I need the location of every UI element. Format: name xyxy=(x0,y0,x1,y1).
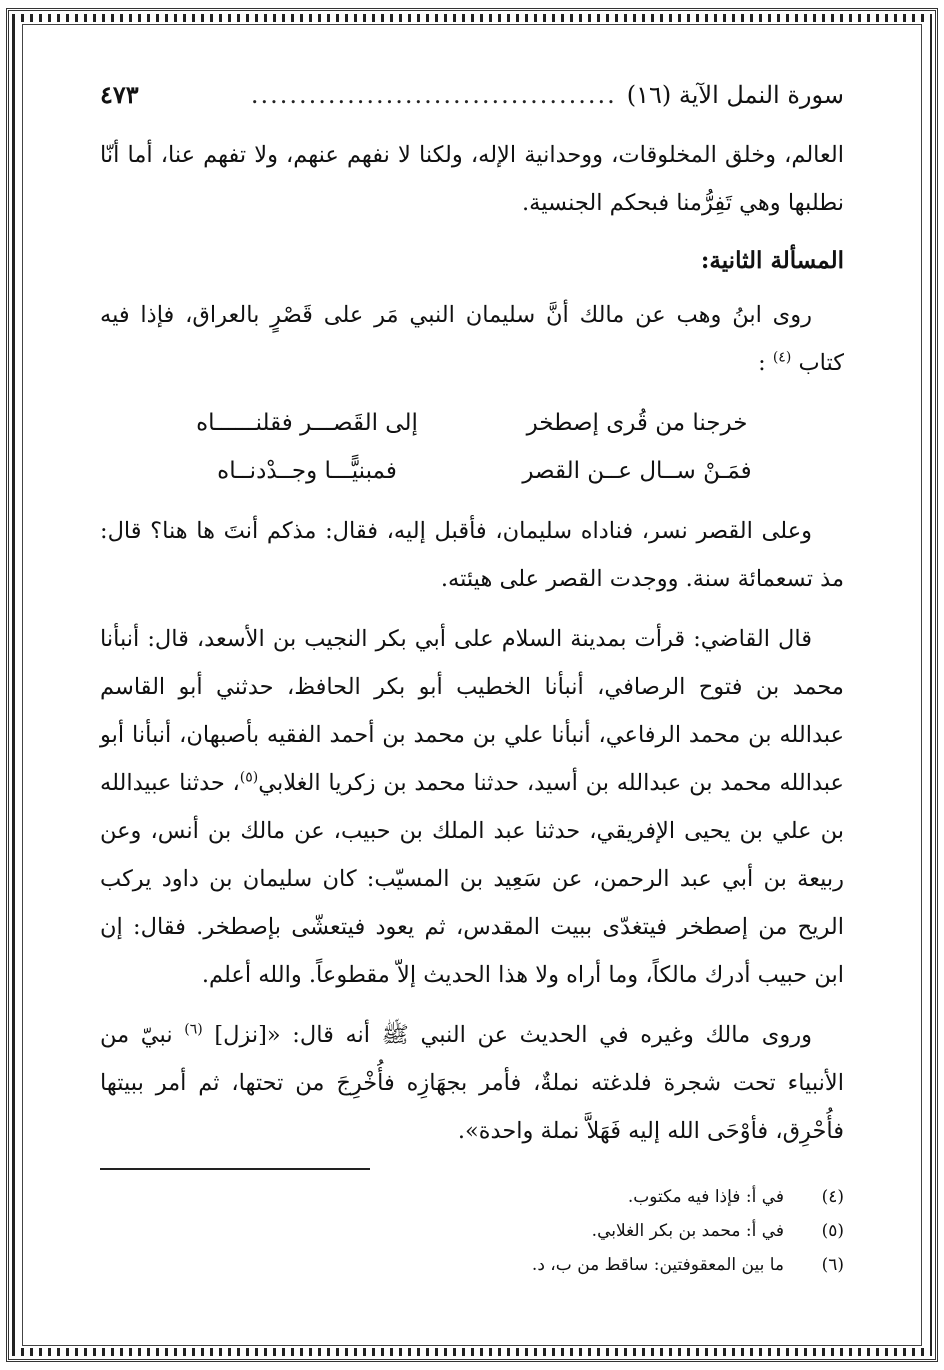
footnotes xyxy=(100,1180,844,1282)
footnote-number: (٤) xyxy=(821,1187,844,1207)
paragraph-5-part-2: نبيّ من الأنبياء تحت شجرة فلدغته نملةٌ، فأمر بجهَازِه فأُخْرِجَ من تحتها، ثم أمر ببيتها فأُحْرِق، فأوْحَى الله إليه فَهَلاَّ نملة واحدة». xyxy=(100,1022,844,1144)
paragraph-4 xyxy=(100,615,844,999)
paragraph-5-part-1: وروى مالك وغيره في الحديث عن النبي ﷺ أنه قال: «[نزل] xyxy=(214,1022,812,1048)
paragraph-4-part-1: قال القاضي: قرأت بمدينة السلام على أبي بكر النجيب بن الأسعد، قال: أنبأنا محمد بن فتوح الرصافي، أنبأنا الخطيب أبو بكر الحافظ، حدثني أبو القاسم عبدالله بن محمد الرفاعي، أنبأنا علي بن محمد بن أحمد الفقيه بأصبهان، أنبأنا أبو عبدالله محمد بن عبدالله بن أسيد، حدثنا محمد بن زكريا الغلابي xyxy=(100,626,844,796)
footnote-separator xyxy=(100,1168,370,1170)
poem-verse-2 xyxy=(100,447,844,495)
footnote-ref-5: (٥) xyxy=(239,769,259,786)
page-content xyxy=(100,80,844,1280)
verse-1-second-hemistich: إلى القَصـــر فقلنــــــاه xyxy=(196,410,418,436)
paragraph-2-text: روى ابنُ وهب عن مالك أنَّ سليمان النبي مَر على قَصْرٍ بالعراق، فإذا فيه كتاب xyxy=(100,302,844,376)
paragraph-5 xyxy=(100,1011,844,1155)
page-number: ٤٧٣ xyxy=(100,80,139,109)
footnote-6 xyxy=(100,1248,844,1282)
footnote-number: (٥) xyxy=(821,1221,844,1241)
poem xyxy=(100,399,844,495)
paragraph-1: العالم، وخلق المخلوقات، ووحدانية الإله، ولكنا لا نفهم عنهم، ولا تفهم عنا، أما أنّا نطلبها وهي تَفِرُّمنا فبحكم الجنسية. xyxy=(100,142,844,216)
running-header xyxy=(100,80,844,109)
verse-2-second-hemistich: فمبنيًّـــا وجــدْدنــاه xyxy=(217,458,397,484)
paragraph-4-part-2: ، حدثنا عبيدالله بن علي بن يحيى الإفريقي، حدثنا عبد الملك بن حبيب، عن مالك بن أنس، وعن ربيعة بن أبي عبد الرحمن، عن سَعِيد بن المسيّب: كان سليمان بن داود يركب الريح من إصطخر فيتغدّى ببيت المقدس، ثم يعود فيتعشّى بإصطخر. فقال: إن ابن حبيب أدرك مالكاً، وما أراه ولا هذا الحديث إلاّ مقطوعاً. والله أعلم. xyxy=(100,770,844,988)
footnote-ref-6: (٦) xyxy=(184,1021,203,1038)
footnote-5 xyxy=(100,1214,844,1248)
paragraph-2 xyxy=(100,291,844,387)
footnote-number: (٦) xyxy=(821,1255,844,1275)
section-heading: المسألة الثانية: xyxy=(700,247,844,274)
paragraph-2-colon: : xyxy=(758,350,766,376)
footnote-text: في أ: فإذا فيه مكتوب. xyxy=(627,1187,784,1207)
footnote-text: في أ: محمد بن بكر الغلابي. xyxy=(591,1221,784,1241)
poem-verse-1 xyxy=(100,399,844,447)
paragraph-3: وعلى القصر نسر، فناداه سليمان، فأقبل إليه، فقال: مذكم أنتَ ها هنا؟ قال: مذ تسعمائة سنة. ووجدت القصر على هيئته. xyxy=(100,518,844,592)
verse-2-first-hemistich: فمَـنْ ســال عــن القصر xyxy=(522,458,752,484)
footnote-4 xyxy=(100,1180,844,1214)
footnote-text: ما بين المعقوفتين: ساقط من ب، د. xyxy=(531,1255,784,1275)
header-title: سورة النمل الآية (١٦) xyxy=(626,81,844,109)
header-leader-dots: ...................................... xyxy=(250,81,617,109)
verse-1-first-hemistich: خرجنا من قُرى إصطخر xyxy=(526,410,748,436)
footnote-ref-4: (٤) xyxy=(772,349,792,366)
